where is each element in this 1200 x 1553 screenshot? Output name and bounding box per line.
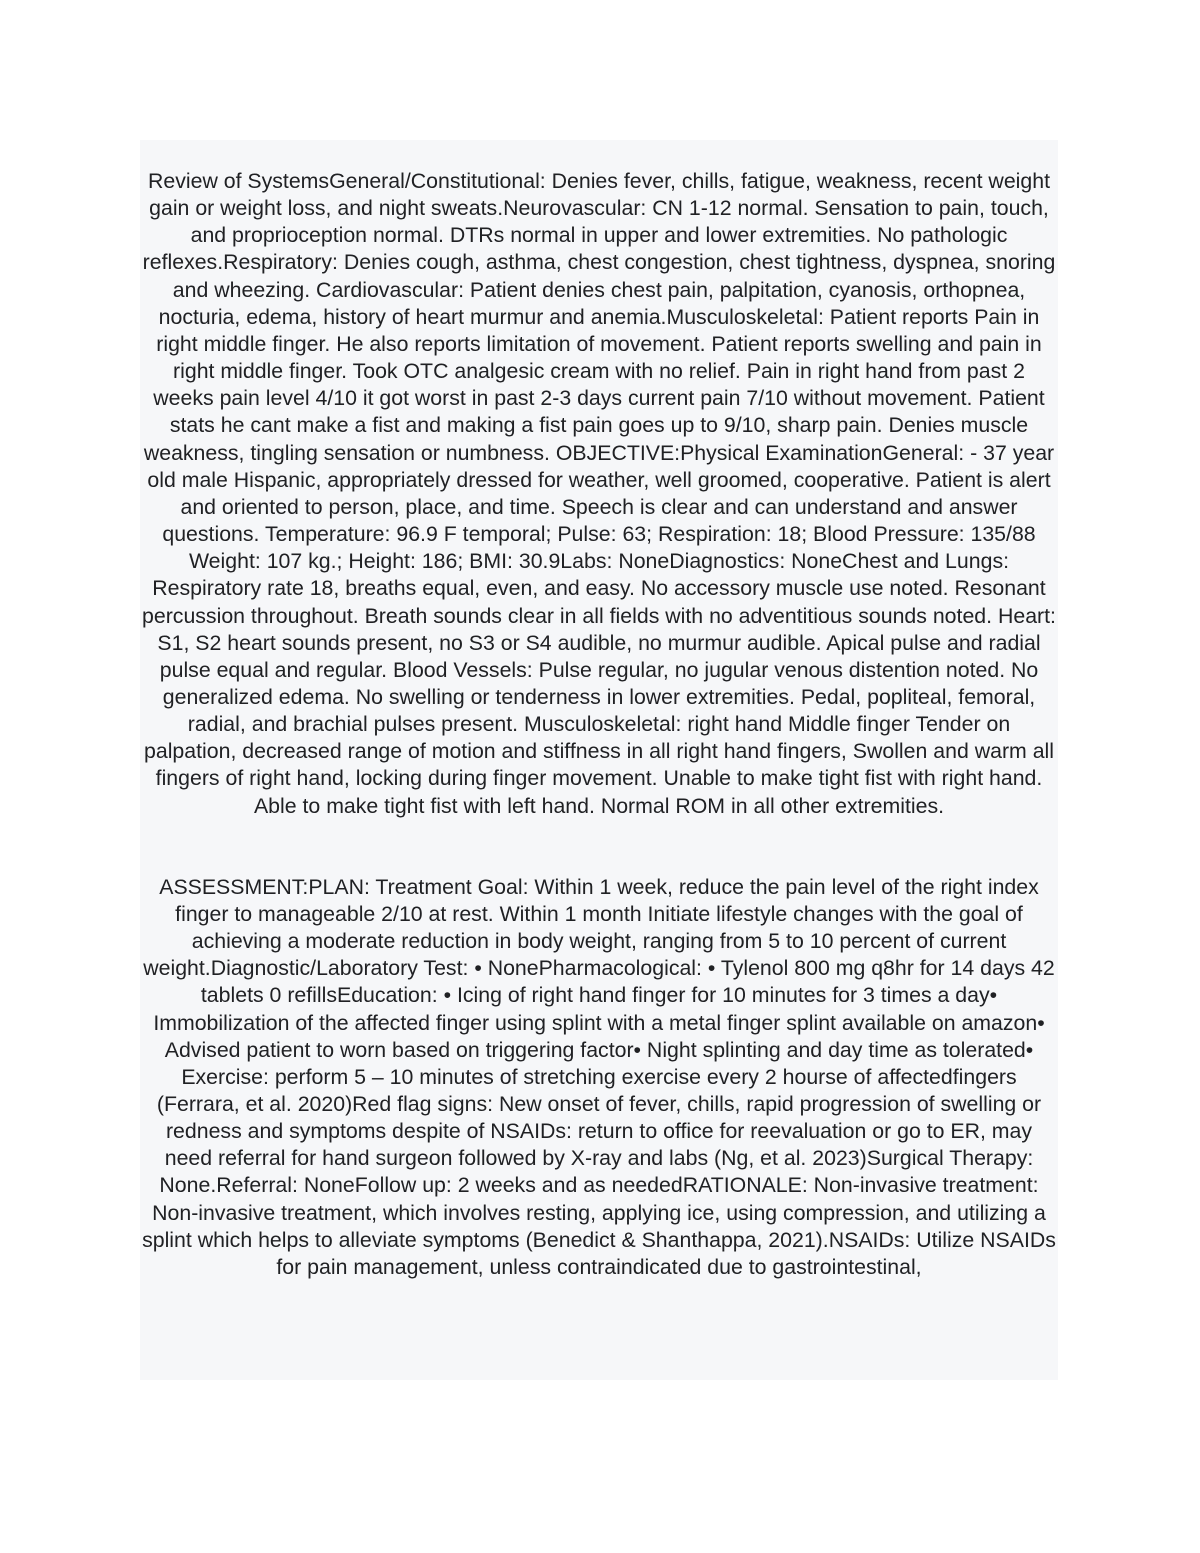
paragraph-spacer xyxy=(140,820,1058,874)
review-and-objective-paragraph: Review of SystemsGeneral/Constitutional: Denies fever, chills, fatigue, weakness, recent weight gain or weight loss, and night sweats.Neurovascular: CN 1-12 normal. Sensation to pain, touch, and proprioception normal. DTRs normal in upper and lower extremities. No pathologic reflexes.Respiratory: Denies cough, asthma, chest congestion, chest tightness, dyspnea, snoring and wheezing. Cardiovascular: Patient denies chest pain, palpitation, cyanosis, orthopnea, nocturia, edema, history of heart murmur and anemia.Musculoskeletal: Patient reports Pain in right middle finger. He also reports limitation of movement. Patient reports swelling and pain in right middle finger. Took OTC analgesic cream with no relief. Pain in right hand from past 2 weeks pain level 4/10 it got worst in past 2-3 days current pain 7/10 without movement. Patient stats he cant make a fist and making a fist pain goes up to 9/10, sharp pain. Denies muscle weakness, tingling sensation or numbness. OBJECTIVE:Physical ExaminationGeneral: - 37 year old male Hispanic, appropriately dressed for weather, well groomed, cooperative. Patient is alert and oriented to person, place, and time. Speech is clear and can understand and answer questions. Temperature: 96.9 F temporal; Pulse: 63; Respiration: 18; Blood Pressure: 135/88 Weight: 107 kg.; Height: 186; BMI: 30.9Labs: NoneDiagnostics: NoneChest and Lungs: Respiratory rate 18, breaths equal, even, and easy. No accessory muscle use noted. Resonant percussion throughout. Breath sounds clear in all fields with no adventitious sounds noted. Heart: S1, S2 heart sounds present, no S3 or S4 audible, no murmur audible. Apical pulse and radial pulse equal and regular. Blood Vessels: Pulse regular, no jugular venous distention noted. No generalized edema. No swelling or tenderness in lower extremities. Pedal, popliteal, femoral, radial, and brachial pulses present. Musculoskeletal: right hand Middle finger Tender on palpation, decreased range of motion and stiffness in all right hand fingers, Swollen and warm all fingers of right hand, locking during finger movement. Unable to make tight fist with right hand. Able to make tight fist with left hand. Normal ROM in all other extremities. xyxy=(142,169,1056,818)
document-page xyxy=(140,140,1058,1380)
document-body xyxy=(140,168,1058,1281)
assessment-plan-paragraph: ASSESSMENT:PLAN: Treatment Goal: Within 1 week, reduce the pain level of the right index finger to manageable 2/10 at rest. Within 1 month Initiate lifestyle changes with the goal of achieving a moderate reduction in body weight, ranging from 5 to 10 percent of current weight.Diagnostic/Laboratory Test: • NonePharmacological: • Tylenol 800 mg q8hr for 14 days 42 tablets 0 refillsEducation: • Icing of right hand finger for 10 minutes for 3 times a day• Immobilization of the affected finger using splint with a metal finger splint available on amazon• Advised patient to worn based on triggering factor• Night splinting and day time as tolerated• Exercise: perform 5 – 10 minutes of stretching exercise every 2 hourse of affectedfingers (Ferrara, et al. 2020)Red flag signs: New onset of fever, chills, rapid progression of swelling or redness and symptoms despite of NSAIDs: return to office for reevaluation or go to ER, may need referral for hand surgeon followed by X-ray and labs (Ng, et al. 2023)Surgical Therapy: None.Referral: NoneFollow up: 2 weeks and as neededRATIONALE: Non-invasive treatment: Non-invasive treatment, which involves resting, applying ice, using compression, and utilizing a splint which helps to alleviate symptoms (Benedict & Shanthappa, 2021).NSAIDs: Utilize NSAIDs for pain management, unless contraindicated due to gastrointestinal, xyxy=(142,874,1056,1279)
